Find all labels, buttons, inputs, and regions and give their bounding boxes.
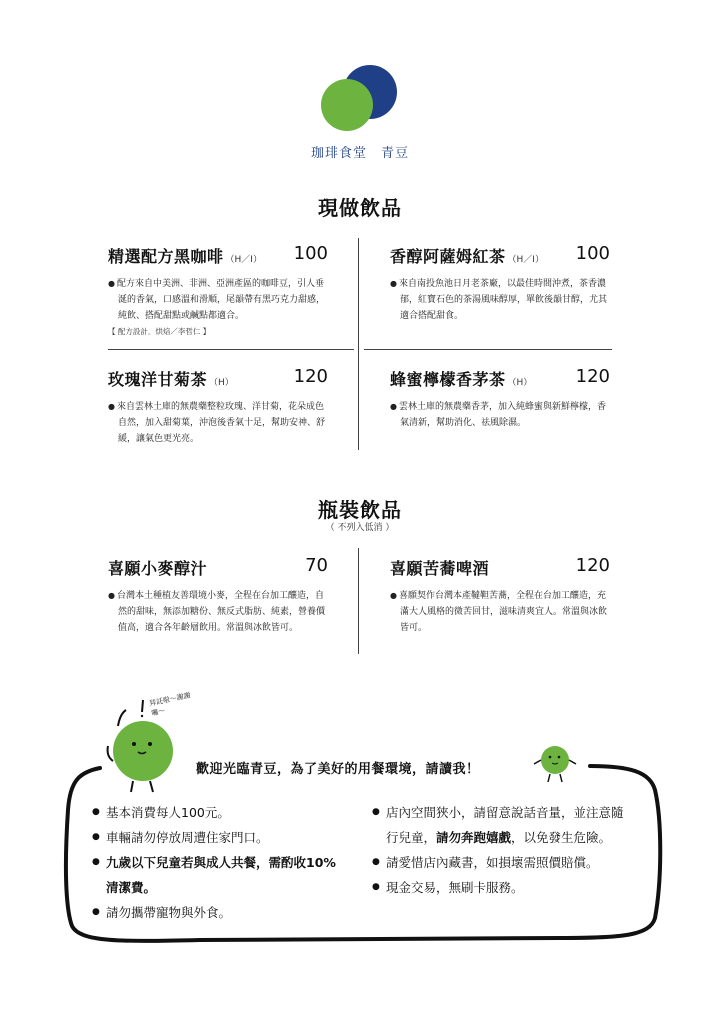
item-description: ● 雲林土庫的無農藥香茅，加入純蜂蜜與新鮮檸檬，香氣清新，幫助消化、祛風除濕。 (390, 399, 610, 431)
menu-item (108, 367, 328, 447)
brand-name: 珈琲食堂 青豆 (310, 146, 409, 161)
rule-item: ● 請愛惜店內藏書，如損壞需照價賠償。 (372, 850, 634, 875)
rule-item: ● 請勿攜帶寵物與外食。 (92, 900, 342, 925)
item-tag: （H／I） (225, 255, 262, 265)
item-description: ● 來自雲林土庫的無農藥整粒玫瑰、洋甘菊，花朵成色自然，加入甜菊葉，沖泡後香氣十足，幫助安神、舒緩，讓氣色更光亮。 (108, 399, 328, 447)
item-tag: （H） (209, 378, 234, 388)
rule-text: ，以免發生危險。 (511, 830, 612, 845)
item-price: 100 (293, 243, 328, 264)
rule-emphasis: 請勿奔跑嬉戲 (436, 830, 512, 845)
item-price: 100 (575, 243, 610, 264)
rules-right (372, 800, 634, 900)
item-price: 120 (293, 366, 328, 387)
item-name: 玫瑰洋甘菊茶 (108, 370, 208, 389)
bottled-drinks-title: 瓶裝飲品 (318, 498, 402, 522)
fresh-drinks-title: 現做飲品 (318, 196, 402, 220)
menu-item (390, 244, 610, 324)
rule-item (372, 800, 634, 850)
item-price: 120 (575, 555, 610, 576)
item-name: 精選配方黑咖啡 (108, 247, 224, 266)
item-name: 喜願苦蕎啤酒 (390, 559, 490, 578)
bottled-drinks-note: （ 不列入低消 ） (325, 523, 395, 533)
rule-item: ● 基本消費每人100元。 (92, 800, 342, 825)
notice-title: 歡迎光臨青豆，為了美好的用餐環境，請讀我！ (196, 762, 480, 777)
item-description: ● 台灣本土種植友善環境小麥，全程在台加工釀造，自然的甜味，無添加糖份、無反式脂肪、純素，營養價值高，適合各年齡層飲用。常溫與冰飲皆可。 (108, 588, 328, 636)
item-description: ● 來自南投魚池日月老茶廠，以最佳時間沖煮，茶香濃郁，紅寶石色的茶湯風味醇厚，單飲後韻甘醇，尤其適合搭配甜食。 (390, 276, 610, 324)
item-name: 蜂蜜檸檬香茅茶 (390, 370, 506, 389)
rule-text: 店內空間狹小，請留意說話音量，並注意隨行兒童， (386, 805, 624, 845)
item-tag: （H／I） (507, 255, 544, 265)
rule-item: ● 現金交易，無刷卡服務。 (372, 875, 634, 900)
menu-item (108, 244, 328, 337)
item-tag: （H） (507, 378, 533, 388)
logo-icon (318, 62, 398, 134)
item-name: 香醇阿薩姆紅茶 (390, 247, 506, 266)
rules-left (92, 800, 342, 925)
menu-item (390, 367, 610, 431)
mascot-small-icon (530, 738, 580, 784)
menu-item (390, 556, 610, 636)
item-description: ● 喜願契作台灣本產韃靼苦蕎，全程在台加工釀造，充滿大人風格的微苦回甘，滋味清爽宜人。常溫與冰飲皆可。 (390, 588, 610, 636)
rule-item: ● 車輛請勿停放周遭住家門口。 (92, 825, 342, 850)
item-description: ● 配方來自中美洲、非洲、亞洲產區的咖啡豆，引人垂涎的香氣，口感溫和滑順，尾韻帶有黑巧克力甜感，純飲、搭配甜點或鹹點都適合。 (108, 276, 328, 324)
divider-horizontal-right (364, 349, 612, 350)
item-price: 120 (575, 366, 610, 387)
divider-horizontal-left (108, 349, 354, 350)
item-credit: 【 配方設計．烘焙／李哲仁 】 (108, 327, 211, 336)
rule-item: ● 九歲以下兒童若與成人共餐，需酌收10%清潔費。 (92, 850, 342, 900)
divider-vertical (358, 548, 359, 654)
mascot-speech: 拜託啦～謝謝囉～ (148, 691, 192, 718)
item-name: 喜願小麥醇汁 (108, 559, 208, 578)
menu-item (108, 556, 328, 636)
item-price: 70 (305, 555, 328, 576)
divider-vertical (358, 238, 359, 450)
